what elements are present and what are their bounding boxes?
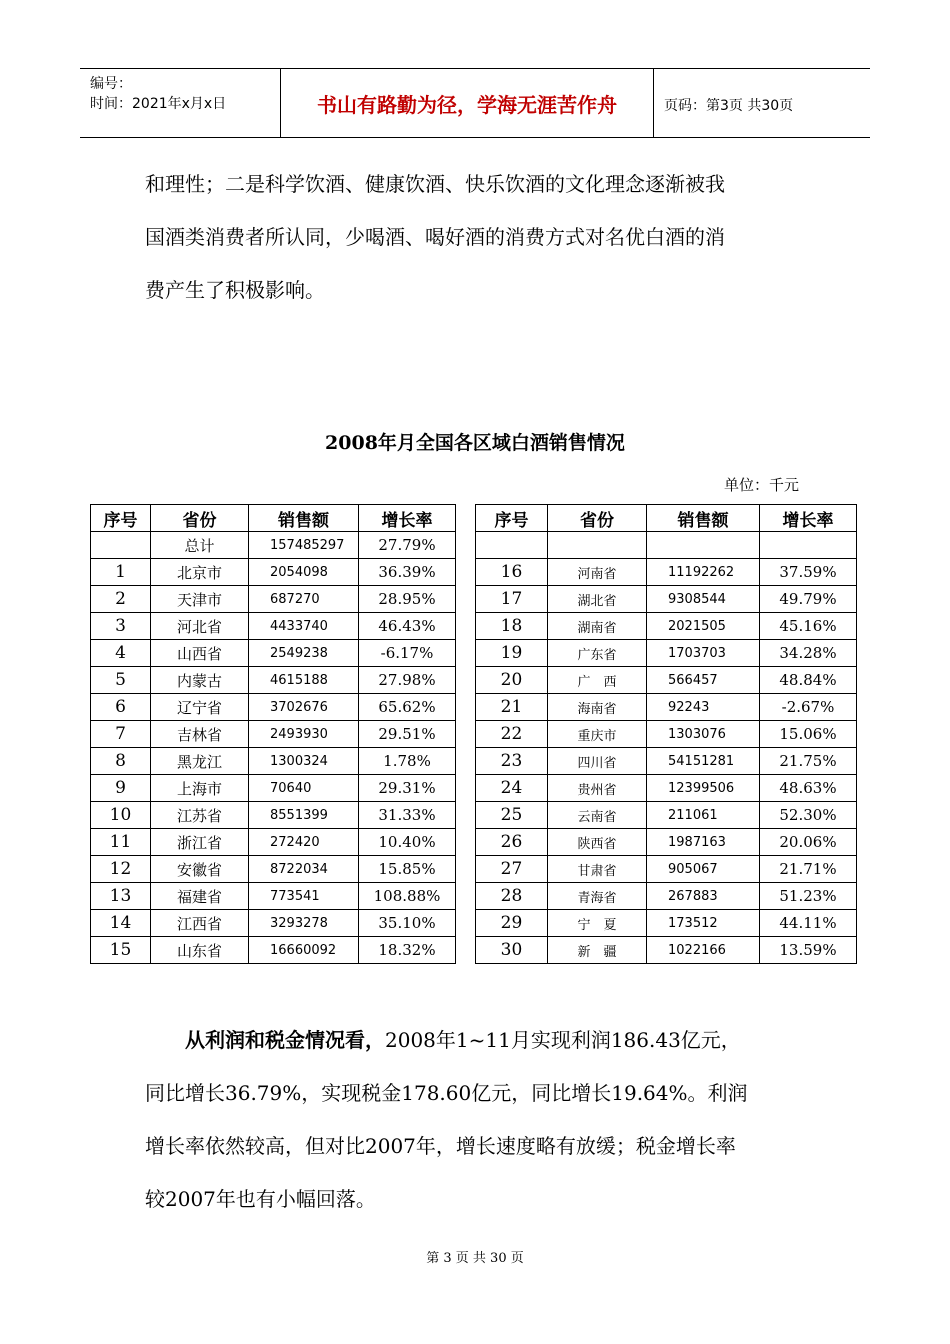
page-footer: 第 3 页 共 30 页 (426, 1251, 524, 1266)
row-province: 陕西省 (548, 829, 647, 856)
table-row (476, 856, 857, 883)
paragraph-line: 同比增长36.79%，实现税金178.60亿元，同比增长19.64%。利润 (145, 1081, 748, 1105)
table-row (476, 802, 857, 829)
row-index: 12 (91, 856, 151, 883)
row-index: 8 (91, 748, 151, 775)
row-province: 黑龙江 (151, 748, 249, 775)
row-province: 河南省 (548, 559, 647, 586)
row-growth: 13.59% (760, 937, 857, 964)
table-row (91, 721, 456, 748)
row-province: 北京市 (151, 559, 249, 586)
header-growth: 增长率 (359, 505, 456, 532)
header-index: 序号 (476, 505, 548, 532)
row-province: 河北省 (151, 613, 249, 640)
table-row (91, 613, 456, 640)
row-sales: 1022166 (647, 937, 760, 964)
row-index: 20 (476, 667, 548, 694)
table-row (476, 883, 857, 910)
row-province: 吉林省 (151, 721, 249, 748)
row-index: 18 (476, 613, 548, 640)
row-province: 湖北省 (548, 586, 647, 613)
row-index: 22 (476, 721, 548, 748)
row-index: 11 (91, 829, 151, 856)
row-index (476, 532, 548, 559)
row-sales: 3702676 (249, 694, 359, 721)
row-growth: 108.88% (359, 883, 456, 910)
row-province: 海南省 (548, 694, 647, 721)
table-row (476, 640, 857, 667)
header-growth: 增长率 (760, 505, 857, 532)
row-growth: 34.28% (760, 640, 857, 667)
row-growth: 1.78% (359, 748, 456, 775)
paragraph-line: 费产生了积极影响。 (145, 278, 325, 302)
table-row (91, 559, 456, 586)
row-province: 内蒙古 (151, 667, 249, 694)
page-info: 页码：第3页 共30页 (664, 98, 794, 114)
row-sales: 2493930 (249, 721, 359, 748)
row-index: 17 (476, 586, 548, 613)
row-province: 湖南省 (548, 613, 647, 640)
header-sales: 销售额 (647, 505, 760, 532)
row-growth: 51.23% (760, 883, 857, 910)
row-index: 7 (91, 721, 151, 748)
row-sales: 687270 (249, 586, 359, 613)
row-growth: 35.10% (359, 910, 456, 937)
row-growth: 44.11% (760, 910, 857, 937)
paragraph-line: 增长率依然较高，但对比2007年，增长速度略有放缓；税金增长率 (145, 1134, 736, 1158)
row-sales: 272420 (249, 829, 359, 856)
row-growth: 15.06% (760, 721, 857, 748)
table-row (91, 667, 456, 694)
header-motto: 书山有路勤为径，学海无涯苦作舟 (317, 92, 617, 117)
row-growth: 27.79% (359, 532, 456, 559)
row-growth: -2.67% (760, 694, 857, 721)
paragraph-line: 和理性；二是科学饮酒、健康饮酒、快乐饮酒的文化理念逐渐被我 (145, 172, 725, 196)
paragraph-top (145, 158, 825, 317)
row-province: 江苏省 (151, 802, 249, 829)
table-row (476, 586, 857, 613)
row-index: 30 (476, 937, 548, 964)
row-growth: 15.85% (359, 856, 456, 883)
number-label: 编号： (90, 76, 132, 92)
row-index: 5 (91, 667, 151, 694)
table-row (91, 640, 456, 667)
table-row (91, 532, 456, 559)
row-growth: 10.40% (359, 829, 456, 856)
table-header-row (91, 505, 456, 532)
row-sales: 173512 (647, 910, 760, 937)
row-sales: 1703703 (647, 640, 760, 667)
row-growth: 52.30% (760, 802, 857, 829)
row-province: 浙江省 (151, 829, 249, 856)
row-province: 江西省 (151, 910, 249, 937)
row-province: 新 疆 (548, 937, 647, 964)
row-sales: 2054098 (249, 559, 359, 586)
table-header-row (476, 505, 857, 532)
table-row (476, 775, 857, 802)
paragraph-line-rest: 2008年1~11月实现利润186.43亿元， (385, 1028, 741, 1052)
row-province: 贵州省 (548, 775, 647, 802)
row-sales: 92243 (647, 694, 760, 721)
table-row (91, 937, 456, 964)
row-index: 29 (476, 910, 548, 937)
row-growth (760, 532, 857, 559)
row-province: 上海市 (151, 775, 249, 802)
row-sales: 9308544 (647, 586, 760, 613)
header-province: 省份 (548, 505, 647, 532)
row-growth: 20.06% (760, 829, 857, 856)
row-province: 青海省 (548, 883, 647, 910)
row-growth: 31.33% (359, 802, 456, 829)
row-sales: 2021505 (647, 613, 760, 640)
row-growth: 48.84% (760, 667, 857, 694)
row-province: 广 西 (548, 667, 647, 694)
row-index: 14 (91, 910, 151, 937)
row-sales: 4433740 (249, 613, 359, 640)
row-growth: 21.75% (760, 748, 857, 775)
table-row (476, 559, 857, 586)
table-row (476, 829, 857, 856)
row-growth: 28.95% (359, 586, 456, 613)
row-index: 16 (476, 559, 548, 586)
row-sales: 211061 (647, 802, 760, 829)
row-index: 23 (476, 748, 548, 775)
row-growth: 37.59% (760, 559, 857, 586)
row-sales: 905067 (647, 856, 760, 883)
row-index: 4 (91, 640, 151, 667)
row-growth: 29.31% (359, 775, 456, 802)
row-index: 9 (91, 775, 151, 802)
row-sales: 267883 (647, 883, 760, 910)
row-sales: 2549238 (249, 640, 359, 667)
table-row (476, 748, 857, 775)
table-row (476, 910, 857, 937)
row-index: 15 (91, 937, 151, 964)
paragraph-line: 较2007年也有小幅回落。 (145, 1187, 376, 1211)
page-header (80, 68, 870, 138)
row-growth: 36.39% (359, 559, 456, 586)
paragraph-lead: 从利润和税金情况看， (185, 1028, 385, 1052)
row-index: 10 (91, 802, 151, 829)
row-province: 安徽省 (151, 856, 249, 883)
row-sales: 11192262 (647, 559, 760, 586)
table-row (91, 694, 456, 721)
table-row (91, 883, 456, 910)
table-row (91, 586, 456, 613)
header-sales: 销售额 (249, 505, 359, 532)
paragraph-line (145, 1014, 825, 1067)
row-growth: 65.62% (359, 694, 456, 721)
row-index: 24 (476, 775, 548, 802)
row-province: 辽宁省 (151, 694, 249, 721)
row-sales: 1987163 (647, 829, 760, 856)
table-row (91, 910, 456, 937)
row-province (548, 532, 647, 559)
paragraph-line: 国酒类消费者所认同，少喝酒、喝好酒的消费方式对名优白酒的消 (145, 225, 725, 249)
row-province: 总计 (151, 532, 249, 559)
row-growth: 48.63% (760, 775, 857, 802)
row-index: 19 (476, 640, 548, 667)
row-sales: 157485297 (249, 532, 359, 559)
row-index: 28 (476, 883, 548, 910)
row-growth: 21.71% (760, 856, 857, 883)
table-row (476, 721, 857, 748)
row-sales: 1303076 (647, 721, 760, 748)
row-growth: 29.51% (359, 721, 456, 748)
row-sales: 566457 (647, 667, 760, 694)
table-row (91, 802, 456, 829)
row-growth: 46.43% (359, 613, 456, 640)
table-title: 2008年月全国各区域白酒销售情况 (325, 432, 625, 454)
table-row (91, 856, 456, 883)
row-sales: 1300324 (249, 748, 359, 775)
table-row (476, 937, 857, 964)
row-growth: 49.79% (760, 586, 857, 613)
row-growth: 27.98% (359, 667, 456, 694)
row-sales: 54151281 (647, 748, 760, 775)
table-row (91, 775, 456, 802)
row-index: 13 (91, 883, 151, 910)
row-province: 广东省 (548, 640, 647, 667)
header-province: 省份 (151, 505, 249, 532)
row-province: 宁 夏 (548, 910, 647, 937)
header-meta (80, 69, 281, 137)
sales-table-left (90, 504, 456, 964)
table-row (476, 532, 857, 559)
table-row (91, 829, 456, 856)
row-province: 山西省 (151, 640, 249, 667)
row-sales: 16660092 (249, 937, 359, 964)
row-province: 云南省 (548, 802, 647, 829)
row-province: 重庆市 (548, 721, 647, 748)
row-sales: 4615188 (249, 667, 359, 694)
table-row (476, 613, 857, 640)
row-growth: 45.16% (760, 613, 857, 640)
sales-table-right (475, 504, 857, 964)
row-province: 福建省 (151, 883, 249, 910)
unit-label: 单位：千元 (724, 476, 800, 494)
row-index: 21 (476, 694, 548, 721)
row-sales: 8551399 (249, 802, 359, 829)
row-growth: -6.17% (359, 640, 456, 667)
header-motto-cell (281, 69, 654, 137)
row-sales: 3293278 (249, 910, 359, 937)
row-index: 27 (476, 856, 548, 883)
header-index: 序号 (91, 505, 151, 532)
row-index: 1 (91, 559, 151, 586)
row-index (91, 532, 151, 559)
row-index: 3 (91, 613, 151, 640)
row-sales (647, 532, 760, 559)
time-label: 时间：2021年x月x日 (90, 96, 227, 112)
row-province: 甘肃省 (548, 856, 647, 883)
row-province: 四川省 (548, 748, 647, 775)
table-row (476, 694, 857, 721)
paragraph-bottom (145, 1014, 825, 1226)
row-province: 天津市 (151, 586, 249, 613)
table-row (91, 748, 456, 775)
row-sales: 8722034 (249, 856, 359, 883)
row-index: 2 (91, 586, 151, 613)
row-growth: 18.32% (359, 937, 456, 964)
table-row (476, 667, 857, 694)
row-index: 6 (91, 694, 151, 721)
row-sales: 773541 (249, 883, 359, 910)
row-sales: 70640 (249, 775, 359, 802)
row-sales: 12399506 (647, 775, 760, 802)
row-index: 26 (476, 829, 548, 856)
row-index: 25 (476, 802, 548, 829)
row-province: 山东省 (151, 937, 249, 964)
